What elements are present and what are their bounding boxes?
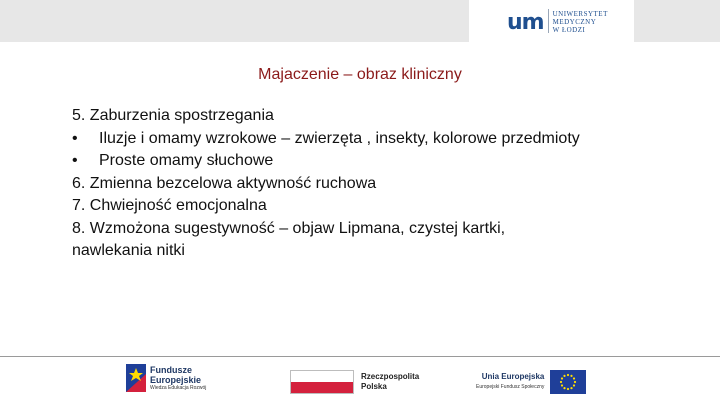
list-item: 7. Chwiejność emocjonalna (72, 197, 267, 214)
slide-title: Majaczenie – obraz kliniczny (258, 66, 462, 83)
eu-logo-line: Unia Europejska (481, 372, 545, 381)
university-name-line: W ŁODZI (552, 25, 586, 34)
bullet-icon: • (72, 152, 78, 169)
pl-logo-line: Rzeczpospolita (361, 372, 420, 381)
list-item-continuation: nawlekania nitki (72, 242, 185, 259)
bullet-icon: • (72, 129, 78, 147)
university-name (553, 10, 608, 34)
eu-logo-subtitle: Europejski Fundusz Społeczny (476, 384, 545, 390)
fe-star-icon (126, 364, 146, 392)
pl-logo-text (361, 372, 419, 392)
bullet-item (72, 150, 692, 173)
rzeczpospolita-polska-logo (290, 370, 419, 394)
eu-logo-text (476, 372, 544, 392)
fe-logo-line: Fundusze (150, 364, 192, 375)
fundusze-europejskie-logo (126, 364, 206, 392)
fe-logo-text (150, 365, 206, 392)
fe-logo-subtitle: Wiedza Edukacja Rozwój (150, 384, 207, 391)
university-name-line: MEDYCZNY (552, 17, 597, 26)
list-item: 8. Wzmożona sugestywność – objaw Lipmana, czystej kartki, (72, 219, 506, 237)
university-name-line: UNIWERSYTET (552, 9, 608, 18)
pl-logo-line: Polska (361, 382, 387, 391)
eu-flag-icon (550, 370, 586, 394)
slide-content (72, 105, 692, 263)
bullet-text: Proste omamy słuchowe (99, 152, 274, 169)
list-item: 5. Zaburzenia spostrzegania (72, 107, 274, 124)
unia-europejska-logo (476, 370, 586, 394)
polish-flag-icon (290, 370, 354, 394)
list-item: 6. Zmienna bezcelowa aktywność ruchowa (72, 174, 377, 192)
logo-divider (548, 9, 549, 33)
footer-divider (0, 356, 720, 357)
fe-logo-line: Europejskie (150, 374, 202, 385)
university-logo (469, 0, 634, 42)
bullet-item (72, 128, 692, 151)
um-logo-mark: um (507, 9, 544, 35)
bullet-text: Iluzje i omamy wzrokowe – zwierzęta , insekty, kolorowe przedmioty (99, 129, 580, 147)
